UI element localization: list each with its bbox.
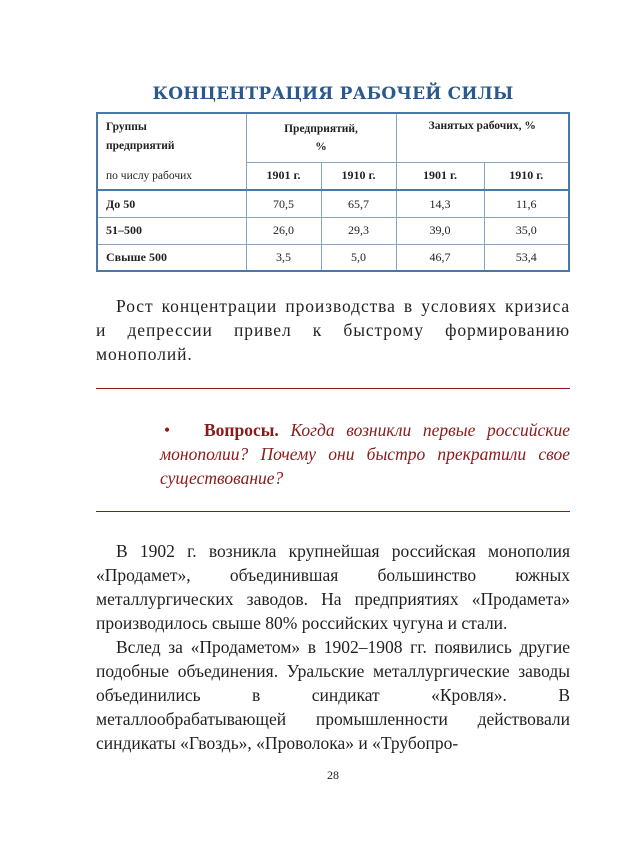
table-row: [98, 190, 568, 218]
row-label: До 50: [98, 190, 246, 218]
table-cell: 11,6: [484, 190, 568, 218]
paragraph-prodamet: В 1902 г. возникла крупнейшая российская монополия «Продамет», объединившая большинство южных металлургических заводов. На предприятиях «Продамета» производилось свыше 80% российских чугуна и стали.: [96, 541, 570, 633]
workers-header: Занятых рабочих, %: [396, 114, 568, 162]
row-label: Свыше 500: [98, 244, 246, 270]
table-cell: 14,3: [396, 190, 484, 218]
table-row: [98, 244, 568, 270]
table-cell: 53,4: [484, 244, 568, 270]
group-header: [98, 114, 246, 162]
table-cell: 29,3: [321, 218, 396, 245]
enterprises-header-line2: %: [315, 140, 327, 153]
year-header: 1901 г.: [246, 162, 321, 190]
bullet-icon: •: [164, 420, 171, 440]
table-cell: 26,0: [246, 218, 321, 245]
group-header-line1: Группы: [106, 121, 147, 133]
divider-top: [96, 388, 570, 389]
data-table-frame: [96, 112, 570, 272]
concentration-table: [98, 114, 568, 270]
table-cell: 46,7: [396, 244, 484, 270]
table-cell: 5,0: [321, 244, 396, 270]
table-cell: 70,5: [246, 190, 321, 218]
table-row: [98, 218, 568, 245]
enterprises-header: [246, 114, 396, 162]
table-cell: 3,5: [246, 244, 321, 270]
group-header-line2: предприятий: [106, 140, 175, 152]
questions-text: [160, 418, 570, 490]
paragraph-syndicates: Вслед за «Продаметом» в 1902–1908 гг. появились другие подобные объединения. Уральские металлургические заводы объединились в синдикат «Кровля». В металлообрабатывающей промышленности действовали синдикаты «Гвоздь», «Проволока» и «Трубопро-: [96, 637, 570, 753]
questions-block: [160, 418, 570, 490]
questions-label: Вопросы.: [204, 420, 279, 440]
paragraph-concentration: Рост концентрации производства в условиях кризиса и депрессии привел к быстрому формированию монополий.: [96, 296, 570, 364]
questions-body: Когда возникли первые российские монополии? Почему они быстро прекратили свое существование?: [160, 420, 571, 488]
table-cell: 65,7: [321, 190, 396, 218]
table-cell: 39,0: [396, 218, 484, 245]
year-header: 1901 г.: [396, 162, 484, 190]
row-label: 51–500: [98, 218, 246, 245]
table-cell: 35,0: [484, 218, 568, 245]
year-header: 1910 г.: [484, 162, 568, 190]
table-title: КОНЦЕНТРАЦИЯ РАБОЧЕЙ СИЛЫ: [152, 84, 514, 104]
enterprises-header-line1: Предприятий,: [284, 122, 358, 135]
page-number: 28: [327, 768, 339, 782]
year-header: 1910 г.: [321, 162, 396, 190]
group-header-line3: по числу рабочих: [106, 169, 193, 182]
divider-bottom: [96, 511, 570, 512]
